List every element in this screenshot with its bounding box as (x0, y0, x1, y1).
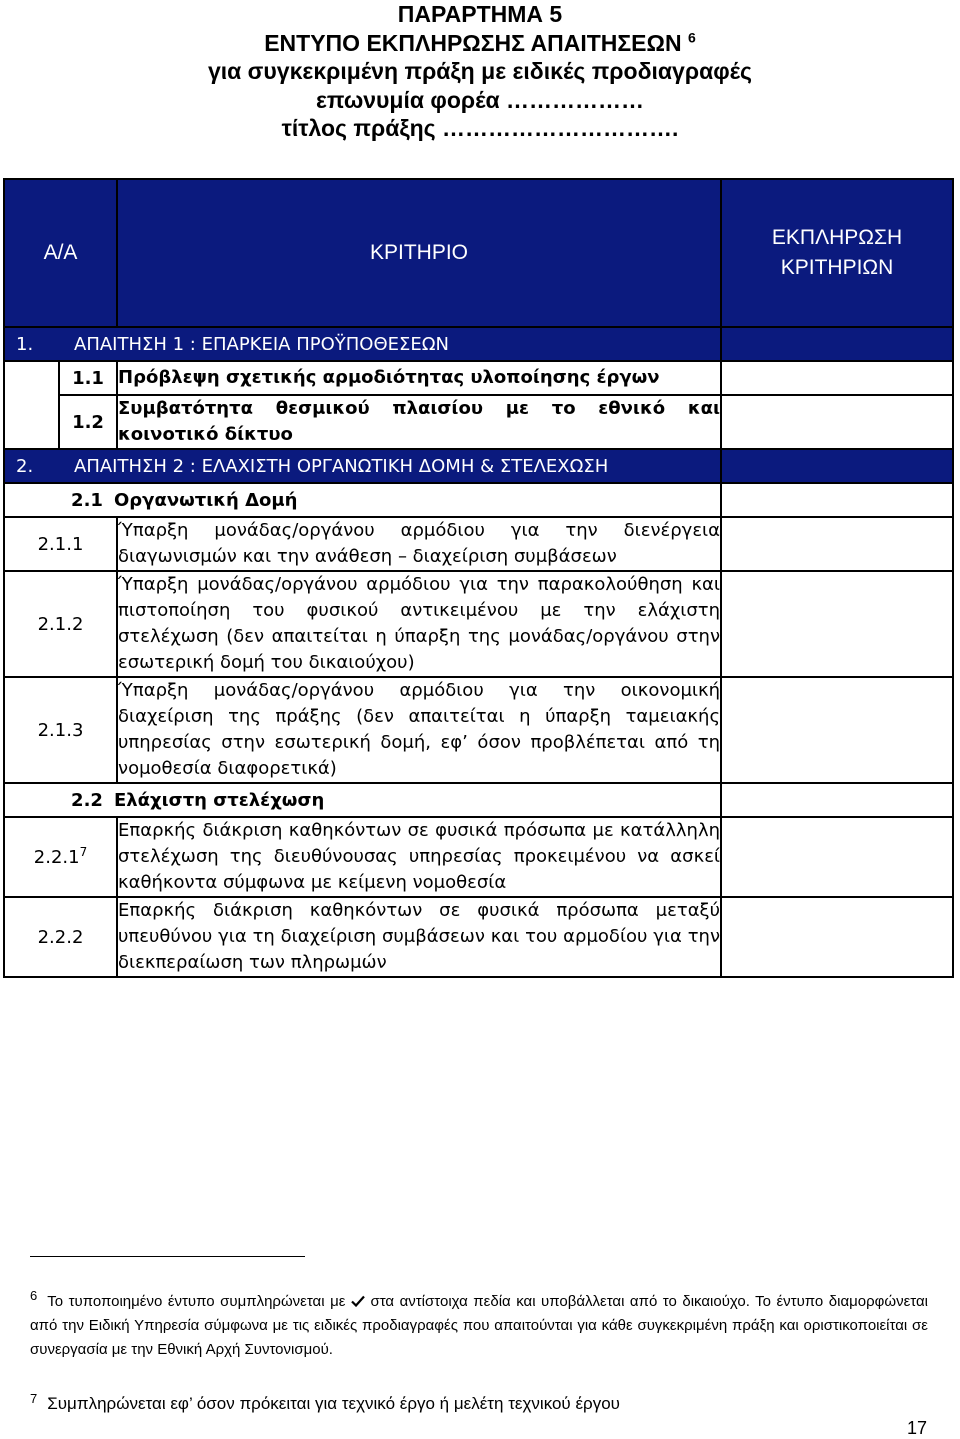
subsection-2-2-row (4, 783, 953, 817)
item-text: Ύπαρξη μονάδας/οργάνου αρμόδιου για την οικονομική διαχείριση της πράξης (δεν απαιτείται η ύπαρξη ταμειακής υπηρεσίας στην εσωτερική δομή, εφ’ όσον προβλέπεται από τη νομοθεσία διαφορετικά) (117, 677, 721, 783)
footnote-ref-6: 6 (687, 28, 696, 45)
requirement-2-heading: 2. ΑΠΑΙΤΗΣΗ 2 : ΕΛΑΧΙΣΤΗ ΟΡΓΑΝΩΤΙΚΗ ΔΟΜΗ & ΣΤΕΛΕΧΩΣΗ (4, 449, 721, 483)
item-text: Ύπαρξη μονάδας/οργάνου αρμόδιου για την διενέργεια διαγωνισμών και την ανάθεση – διαχείριση συμβάσεων (117, 517, 721, 571)
item-number: 2.1.3 (4, 677, 117, 783)
footnote-6-marker: 6 (30, 1288, 38, 1303)
requirements-table (3, 178, 954, 978)
annex-title: ΠΑΡΑΡΤΗΜΑ 5 (397, 1, 563, 27)
table-header-row (4, 179, 953, 327)
checkmark-icon (351, 1295, 365, 1307)
requirement-2-fulfilment-cell (721, 449, 953, 483)
page-number: 17 (906, 1418, 927, 1438)
item-number: 2.2.2 (4, 897, 117, 977)
fulfilment-cell[interactable] (721, 677, 953, 783)
table-row (4, 517, 953, 571)
item-text: Ύπαρξη μονάδας/οργάνου αρμόδιου για την παρακολούθηση και πιστοποίηση του φυσικού αντικειμένου με την ελάχιστη στελέχωση (δεν απαιτείται η ύπαρξη της μονάδας/οργάνου στην εσωτερική δομή του δικαιούχου) (117, 571, 721, 677)
fulfilment-cell[interactable] (721, 483, 953, 517)
project-title-line: τίτλος πράξης …………………………. (281, 115, 679, 141)
table-row (4, 677, 953, 783)
requirement-1-fulfilment-cell (721, 327, 953, 361)
fulfilment-cell[interactable] (721, 897, 953, 977)
fulfilment-cell[interactable] (721, 817, 953, 897)
footnote-separator (30, 1256, 305, 1257)
item-number: 1.1 (59, 361, 117, 395)
item-text: Επαρκής διάκριση καθηκόντων σε φυσικά πρόσωπα με κατάλληλη στελέχωση της διευθύνουσας υπηρεσίας προκειμένου να ασκεί καθήκοντα σύμφωνα με κείμενη νομοθεσία (117, 817, 721, 897)
fulfilment-cell[interactable] (721, 395, 953, 449)
fulfilment-cell[interactable] (721, 783, 953, 817)
item-text: Συμβατότητα θεσμικού πλαισίου με το εθνικό και κοινοτικό δίκτυο (117, 395, 721, 449)
document-header (0, 0, 960, 143)
subsection-2-1-heading: 2.1 Οργανωτική Δομή (4, 483, 721, 517)
table-row (4, 897, 953, 977)
table-row (4, 361, 953, 395)
fulfilment-cell[interactable] (721, 361, 953, 395)
header-criterion: ΚΡΙΤΗΡΙΟ (117, 179, 721, 327)
footnote-7: 7 Συμπληρώνεται εφ’ όσον πρόκειται για τεχνικό έργο ή μελέτη τεχνικού έργου (30, 1391, 620, 1413)
indent-cell (4, 361, 59, 449)
form-title: ΕΝΤΥΠΟ ΕΚΠΛΗΡΩΣΗΣ ΑΠΑΙΤΗΣΕΩΝ $^6$ (264, 28, 696, 56)
fulfilment-cell[interactable] (721, 517, 953, 571)
table-row (4, 395, 953, 449)
item-number: 2.1.1 (4, 517, 117, 571)
item-text: Επαρκής διάκριση καθηκόντων σε φυσικά πρόσωπα μεταξύ υπευθύνου για τη διαχείριση συμβάσεων και του αρμοδίου για την διεκπεραίωση των πληρωμών (117, 897, 721, 977)
item-number: 2.2.1$^7$ (4, 817, 117, 897)
footnote-7-marker: 7 (30, 1391, 38, 1406)
requirement-2-row (4, 449, 953, 483)
table-row (4, 817, 953, 897)
subsection-2-2-heading: 2.2 Ελάχιστη στελέχωση (4, 783, 721, 817)
header-aa: Α/Α (4, 179, 117, 327)
item-number: 1.2 (59, 395, 117, 449)
form-subtitle: για συγκεκριμένη πράξη με ειδικές προδιαγραφές (207, 58, 753, 84)
fulfilment-cell[interactable] (721, 571, 953, 677)
footnote-ref-7: 7 (79, 844, 88, 859)
subsection-2-1-row (4, 483, 953, 517)
footnote-6: 6 Το τυποποιημένο έντυπο συμπληρώνεται με στα αντίστοιχα πεδία και υποβάλλεται από το δικαιούχο. Το έντυπο διαμορφώνεται από την Ειδική Υπηρεσία σύμφωνα με τις ειδικές προδιαγραφές που απαιτούνται για κάθε συγκεκριμένη πράξη και οριστικοποιείται σε συνεργασία με την Εθνική Αρχή Συντονισμού. (30, 1288, 928, 1358)
header-fulfilment: ΕΚΠΛΗΡΩΣΗ ΚΡΙΤΗΡΙΩΝ (721, 179, 953, 327)
table-row (4, 571, 953, 677)
item-number: 2.1.2 (4, 571, 117, 677)
item-text: Πρόβλεψη σχετικής αρμοδιότητας υλοποίησης έργων (117, 361, 721, 395)
body-name-line: επωνυμία φορέα ……………… (315, 86, 645, 113)
requirement-1-heading: 1. ΑΠΑΙΤΗΣΗ 1 : ΕΠΑΡΚΕΙΑ ΠΡΟΫΠΟΘΕΣΕΩΝ (4, 327, 721, 361)
requirement-1-row (4, 327, 953, 361)
